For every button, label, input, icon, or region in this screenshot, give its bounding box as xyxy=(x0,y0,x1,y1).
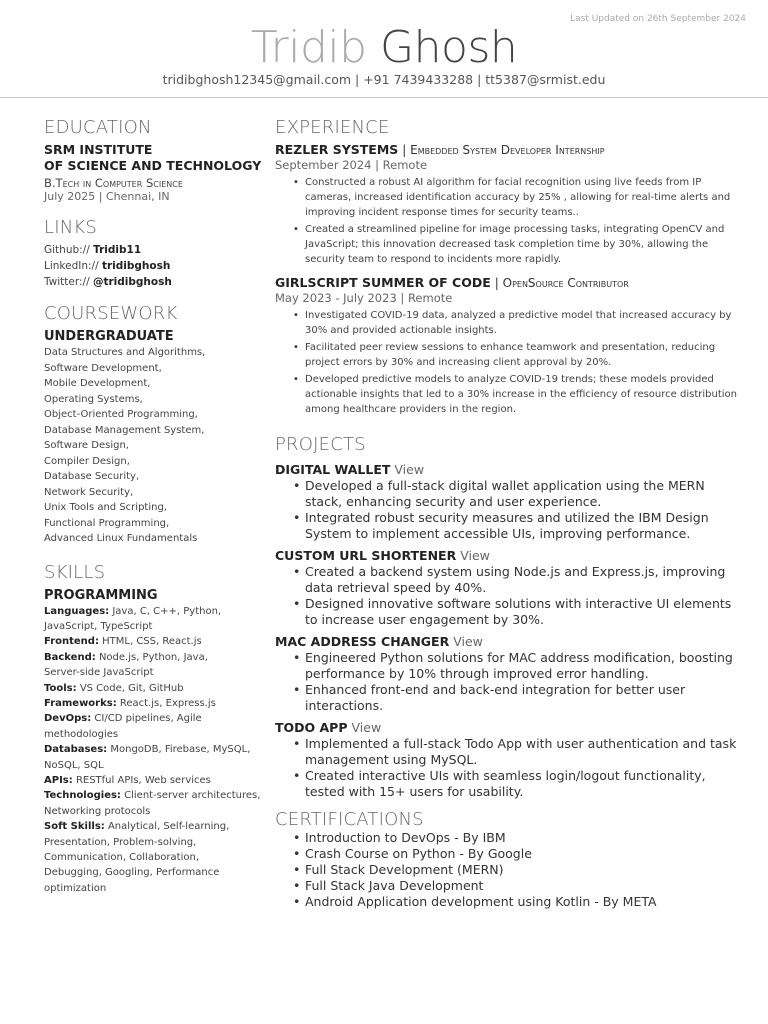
project-name: MAC ADDRESS CHANGER xyxy=(275,634,450,649)
skill-label: APIs: xyxy=(44,774,73,786)
experience-bullet: • Constructed a robust AI algorithm for facial recognition using live feeds from IP cameras, increased identification accuracy by 25% , allowing for real-time alerts and improving incident response times for security teams.. xyxy=(293,175,745,220)
coursework-item: Compiler Design, xyxy=(44,455,130,467)
coursework-section xyxy=(44,302,270,547)
skill-value: HTML, CSS, React.js xyxy=(102,636,202,648)
skill-label: Technologies: xyxy=(44,790,121,802)
experience-bullet: • Facilitated peer review sessions to enhance teamwork and presentation, reducing project errors by 30% and increasing client approval by 20%. xyxy=(293,340,745,370)
education-date: July 2025 | Chennai, IN xyxy=(44,190,170,203)
skill-value: RESTful APIs, Web services xyxy=(75,774,211,786)
skill-label: Frameworks: xyxy=(44,697,117,709)
experience-header xyxy=(275,275,745,291)
projects-title: PROJECTS xyxy=(275,434,366,455)
project-bullet: • Designed innovative software solutions with interactive UI elements to increase user engagement by 30%. xyxy=(293,596,745,628)
project-name: CUSTOM URL SHORTENER xyxy=(275,548,457,563)
coursework-item: Mobile Development, xyxy=(44,378,151,389)
skill-value-cont: Server-side JavaScript xyxy=(44,667,154,679)
skill-value-cont: Presentation, Problem-solving, xyxy=(44,836,197,848)
experience-org: GIRLSCRIPT SUMMER OF CODE xyxy=(275,275,491,290)
skill-value-cont: methodologies xyxy=(44,728,119,740)
skill-row xyxy=(44,788,270,803)
coursework-item: Software Design, xyxy=(44,440,129,451)
project-bullet: • Engineered Python solutions for MAC address modification, boosting performance by 10% through improved error handling. xyxy=(293,650,745,682)
coursework-heading: UNDERGRADUATE xyxy=(44,329,174,344)
links-list xyxy=(44,242,270,290)
project-bullet: • Created a backend system using Node.js and Express.js, improving data retrieval speed by 40%. xyxy=(293,564,745,596)
coursework-item: Functional Programming, xyxy=(44,517,170,529)
skill-value-cont: JavaScript, TypeScript xyxy=(44,620,153,632)
certification-item: • Crash Course on Python - By Google xyxy=(293,846,745,862)
links-section xyxy=(44,216,270,290)
project-name: DIGITAL WALLET xyxy=(275,462,391,477)
projects-list xyxy=(275,461,745,800)
last-updated: Last Updated on 26th September 2024 xyxy=(570,14,746,24)
project-header xyxy=(275,547,745,564)
link-value[interactable]: Tridib11 xyxy=(93,244,142,256)
coursework-list xyxy=(44,345,270,547)
skill-value-cont: Networking protocols xyxy=(44,805,151,817)
experience-bullet: • Developed predictive models to analyze COVID-19 trends; these models provided actionable insights that led to a 30% increase in the efficiency of resource distribution among healthcare providers in the region. xyxy=(293,372,745,417)
project-bullets xyxy=(293,736,745,800)
skills-title: SKILLS xyxy=(44,561,106,583)
link-value[interactable]: tridibghosh xyxy=(101,260,171,272)
school-name-line1: SRM INSTITUTE xyxy=(44,142,153,157)
skill-value: Analytical, Self-learning, xyxy=(107,821,230,833)
coursework-item: Database Management System, xyxy=(44,424,205,436)
coursework-item: Unix Tools and Scripting, xyxy=(44,502,167,513)
certification-item: • Full Stack Development (MERN) xyxy=(293,862,745,878)
project-name: TODO APP xyxy=(275,720,348,735)
experience-org: REZLER SYSTEMS xyxy=(275,142,399,157)
first-name: Tridib xyxy=(250,22,367,73)
link-label: Twitter:// xyxy=(44,276,90,288)
skill-value-cont: optimization xyxy=(44,882,107,894)
experience-date: May 2023 - July 2023 | Remote xyxy=(275,291,453,305)
project-item xyxy=(275,461,745,542)
project-header xyxy=(275,633,745,650)
school-name-line2: OF SCIENCE AND TECHNOLOGY xyxy=(44,158,262,173)
project-view-link[interactable]: View xyxy=(351,720,382,735)
skills-section xyxy=(44,561,270,897)
skill-value: VS Code, Git, GitHub xyxy=(79,682,184,694)
experience-bullets xyxy=(293,175,745,267)
skill-label: DevOps: xyxy=(44,713,92,725)
link-item[interactable] xyxy=(44,274,270,290)
project-item xyxy=(275,547,745,628)
skill-value-cont: NoSQL, SQL xyxy=(44,759,104,771)
project-bullet: • Integrated robust security measures and utilized the IBM Design System to implement accessible UIs, improving performance. xyxy=(293,510,745,542)
skill-row xyxy=(44,681,270,696)
certifications-list xyxy=(293,830,745,910)
coursework-title: COURSEWORK xyxy=(44,303,178,324)
project-bullet: • Enhanced front-end and back-end integration for better user interactions. xyxy=(293,682,745,714)
coursework-item: Network Security, xyxy=(44,486,134,498)
skill-label: Soft Skills: xyxy=(44,821,105,833)
project-header xyxy=(275,719,745,736)
skill-row xyxy=(44,742,270,757)
experience-list xyxy=(275,142,745,417)
coursework-item: Data Structures and Algorithms, xyxy=(44,347,206,358)
project-view-link[interactable]: View xyxy=(453,634,483,649)
project-bullets xyxy=(293,564,745,628)
education-title: EDUCATION xyxy=(44,117,152,138)
experience-date: September 2024 | Remote xyxy=(275,158,428,172)
skill-value: Node.js, Python, Java, xyxy=(98,651,208,663)
link-label: LinkedIn:// xyxy=(44,260,99,272)
project-view-link[interactable]: View xyxy=(460,548,490,563)
skills-heading: PROGRAMMING xyxy=(44,587,158,603)
certifications-section xyxy=(275,810,745,910)
last-name: Ghosh xyxy=(380,22,518,73)
experience-section xyxy=(275,116,745,417)
experience-role: | Embedded System Developer Internship xyxy=(402,143,605,157)
project-view-link[interactable]: View xyxy=(394,462,425,477)
experience-item xyxy=(275,142,745,267)
degree: B.Tech in Computer Science xyxy=(44,176,183,190)
projects-section xyxy=(275,433,745,800)
link-item[interactable] xyxy=(44,242,270,258)
coursework-item: Object-Oriented Programming, xyxy=(44,409,198,420)
skills-list xyxy=(44,604,270,897)
project-item xyxy=(275,633,745,714)
skill-row xyxy=(44,650,270,665)
project-bullet: • Developed a full-stack digital wallet application using the MERN stack, enhancing security and user experience. xyxy=(293,478,745,510)
skill-value: CI/CD pipelines, Agile xyxy=(94,713,202,725)
project-bullets xyxy=(293,478,745,542)
experience-role: | OpenSource Contributor xyxy=(494,276,629,290)
skill-label: Backend: xyxy=(44,651,96,663)
contact-line: tridibghosh12345@gmail.com | +91 7439433288 | tt5387@srmist.edu xyxy=(162,72,606,87)
project-bullets xyxy=(293,650,745,714)
project-item xyxy=(275,719,745,800)
skill-value-cont: Communication, Collaboration, xyxy=(44,852,199,863)
skill-value: React.js, Express.js xyxy=(119,697,216,709)
skill-label: Frontend: xyxy=(44,636,99,648)
certifications-title: CERTIFICATIONS xyxy=(275,809,424,830)
skill-row xyxy=(44,634,270,649)
skill-label: Tools: xyxy=(44,682,77,694)
experience-bullet: • Investigated COVID-19 data, analyzed a predictive model that increased accuracy by 30% and provided actionable insights. xyxy=(293,308,745,338)
skill-label: Languages: xyxy=(44,605,110,617)
header-divider xyxy=(0,97,768,98)
certification-item: • Android Application development using Kotlin - By META xyxy=(293,894,745,910)
skill-value-cont: Debugging, Googling, Performance xyxy=(44,867,220,879)
skill-row xyxy=(44,604,270,619)
certification-item: • Full Stack Java Development xyxy=(293,878,745,894)
skill-label: Databases: xyxy=(44,744,108,756)
link-label: Github:// xyxy=(44,244,90,256)
coursework-item: Database Security, xyxy=(44,471,140,482)
skill-value: MongoDB, Firebase, MySQL, xyxy=(110,744,251,756)
right-column xyxy=(275,116,745,910)
project-bullet: • Implemented a full-stack Todo App with user authentication and task management using MySQL. xyxy=(293,736,745,768)
experience-item xyxy=(275,275,745,417)
coursework-item: Advanced Linux Fundamentals xyxy=(44,533,198,544)
left-column xyxy=(44,116,270,896)
coursework-item: Operating Systems, xyxy=(44,393,143,405)
candidate-name xyxy=(0,20,768,76)
link-item[interactable] xyxy=(44,258,270,274)
experience-header xyxy=(275,142,745,158)
links-title: LINKS xyxy=(44,217,98,238)
experience-bullets xyxy=(293,308,745,417)
skill-value: Java, C, C++, Python, xyxy=(112,605,222,617)
certification-item: • Introduction to DevOps - By IBM xyxy=(293,830,745,846)
skill-row xyxy=(44,696,270,711)
skill-row xyxy=(44,819,270,834)
skill-row xyxy=(44,711,270,726)
link-value[interactable]: @tridibghosh xyxy=(92,276,172,288)
coursework-item: Software Development, xyxy=(44,362,162,374)
skill-row xyxy=(44,773,270,788)
skill-value: Client-server architectures, xyxy=(124,790,261,802)
education-section xyxy=(44,116,270,204)
experience-title: EXPERIENCE xyxy=(275,117,390,138)
project-header xyxy=(275,461,745,478)
experience-bullet: • Created a streamlined pipeline for image processing tasks, integrating OpenCV and JavaScript; this innovation decreased task completion time by 30%, allowing the security team to respond to incidents more rapidly. xyxy=(293,222,745,267)
project-bullet: • Created interactive UIs with seamless login/logout functionality, tested with 15+ users for usability. xyxy=(293,768,745,800)
